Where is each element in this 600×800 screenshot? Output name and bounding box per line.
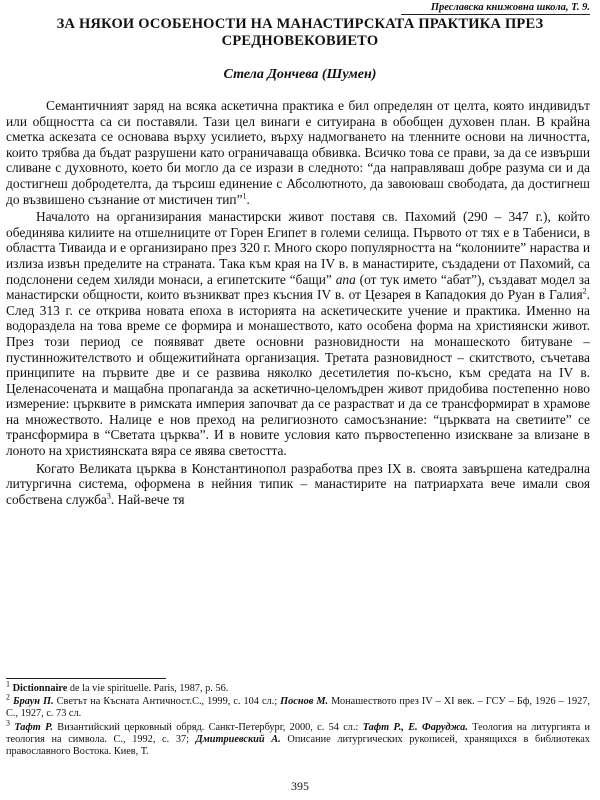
abba-term: ana bbox=[335, 271, 356, 287]
footnote-ref-3: 3 bbox=[106, 491, 111, 501]
footnote-3-lead: Тафт Р. bbox=[14, 721, 53, 733]
running-head: Преславска книжовна школа, Т. 9. bbox=[401, 2, 590, 15]
footnote-2-number: 2 bbox=[6, 692, 10, 702]
footnote-2-lead2: Поснов М. bbox=[280, 696, 329, 708]
footnote-2-lead: Браун П. bbox=[13, 696, 54, 708]
footnote-3-mid2: Теология на литургията и теология на символа. С., 1992, с. 37; bbox=[6, 721, 591, 745]
article-body bbox=[6, 98, 590, 509]
article-title: ЗА НЯКОИ ОСОБЕНОСТИ НА МАНАСТИРСКАТА ПРАКТИКА ПРЕЗ СРЕДНОВЕКОВИЕТО bbox=[56, 16, 544, 49]
footnote-ref-2: 2 bbox=[582, 286, 587, 296]
footnote-2 bbox=[6, 692, 590, 720]
paragraph-2-text-a: Началото на организирания манастирски живот поставя св. Пахомий (290 – 347 г.), който обединява килиите на отшелниците от Горен Египет в големи селища. Първото от тях е в Табениси, в областта Тиваида и е организирано през 320 г. Много скоро популярността на “колониите” нараства и излиза извън пределите на страната. Така към края на IV в. в манастирите, създадени от Пахомий, са подслонени седем хиляди монаси, а египетските “бащи” bbox=[6, 209, 590, 287]
article-author: Стела Дончева (Шумен) bbox=[223, 67, 377, 82]
paragraph-2 bbox=[6, 209, 590, 459]
paragraph-1-tail: . bbox=[246, 191, 250, 207]
paragraph-3-tail: . Най-вече тя bbox=[110, 491, 185, 507]
paragraph-1-text: Семантичният заряд на всяка аскетична практика е бил определян от целта, която индивидът или общността са си поставяли. Тази цел винаги е ситуирана в обобщен духовен план. В крайна сметка аскезата се основава върху усилието, върху надмогването на тленните основи на личността, които трябва да бъдат разрушени като ограничаваща обвивка. Всичко това се прави, за да се извърши сливане с духовното, което би могло да се изрази в следното: “да направляваш добре разума си и да достигнеш добродетелта, да търсиш единение с Абсолютното, да завоюваш свободата, да достигнеш до възвишено съзнание от мистичен тип” bbox=[6, 98, 590, 207]
footnote-ref-1: 1 bbox=[242, 191, 247, 201]
page-number: 395 bbox=[291, 779, 309, 793]
footnote-3-lead2: Тафт Р., Е. Фаруджа. bbox=[362, 721, 468, 733]
footnote-1-lead: Dictionnaire bbox=[12, 683, 68, 694]
footnote-2-mid: Светът на Късната Античност.С., 1999, с. 104 сл.; bbox=[53, 696, 281, 708]
paragraph-2-text-b: (от тук името “абат”), създават модел за манастирски общности, които възникват през късния IV в. от Цезарея в Кападокия до Руан в Галия bbox=[6, 271, 591, 303]
footnote-3-lead3: Дмитриевский А. bbox=[195, 733, 281, 745]
footnote-1-rest: de la vie spirituelle. Paris, 1987, p. 56. bbox=[67, 683, 229, 694]
footnote-3-rest: Описание литургических рукописей, хранящихся в библиотеках православного Востока. Киев, Т. bbox=[6, 733, 590, 758]
footnote-3 bbox=[6, 718, 591, 759]
paragraph-1 bbox=[6, 98, 590, 207]
paragraph-3 bbox=[6, 461, 590, 508]
footnote-1 bbox=[6, 679, 590, 695]
footnote-divider bbox=[6, 678, 166, 679]
paragraph-2-text-c: . След 313 г. се открива новата епоха в историята на аскетическите учение и практика. Именно на водоразделa на това време се формира и монашеството, като особена форма на християнски живот. През този период се появяват двете основни разновидности на монашеското битуване – пустинножителството и общежитийната организация. Третата разновидност – скитството, съчетава принципите на първите две и се развива няколко десетилетия по-късно, към средата на IV в. Целенасочената и мащабна пропаганда за аскетично-целомъдрен живот придобива постепенно ново измерение: църквите в римската империя започват да се разрастват и да се трансформират в храмове на множеството. Налице е нов преход на религиозното самосъзнание: “църквата на светиите” се трансформира в “Светата църква”. И в новите условия като първостепенно изискване за влизане в лоното на християнската вяра се явява светостта. bbox=[6, 287, 590, 459]
footnote-1-number: 1 bbox=[6, 679, 10, 689]
footnotes bbox=[6, 679, 591, 759]
footnote-2-rest: Монашеството през IV – XI век. – ГСУ – Бф, 1926 – 1927, С., 1927, с. 73 сл. bbox=[6, 696, 590, 720]
paragraph-3-text: Когато Великата църква в Константинопол разработва през IX в. своята завършена катедрална литургична система, оформена в нейния типик – манастирите на патриархата вече имали своя собствена служба bbox=[6, 460, 590, 507]
footnote-3-number: 3 bbox=[6, 718, 10, 728]
footnote-3-mid: Византийский церковный обряд. Санкт-Петербург, 2000, с. 54 сл.: bbox=[52, 721, 363, 733]
